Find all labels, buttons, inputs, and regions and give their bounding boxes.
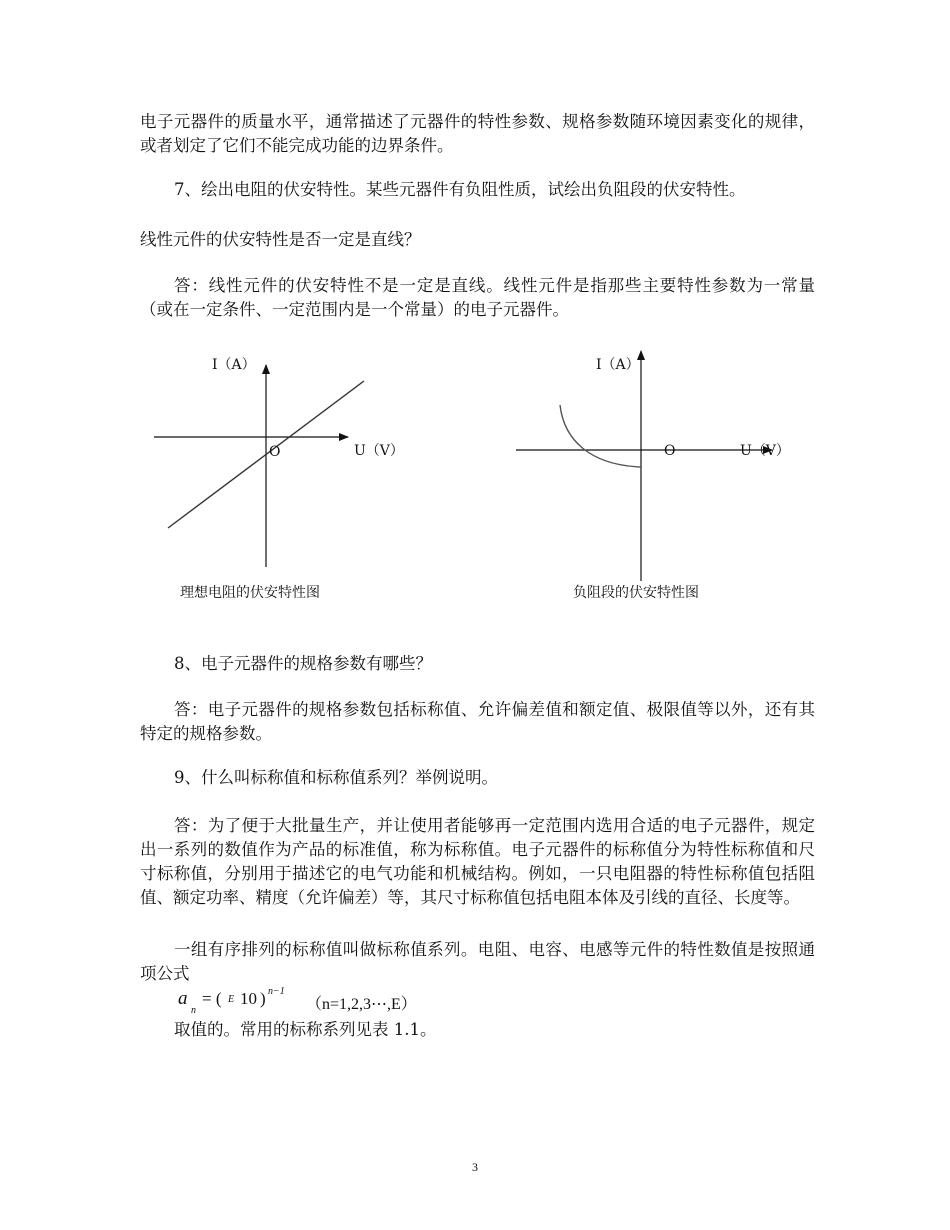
- answer-8: 答：电子元器件的规格参数包括标称值、允许偏差值和额定值、极限值等以外，还有其特定的规格参数。: [140, 700, 815, 743]
- ideal-resistor-vi-chart: [140, 345, 440, 575]
- origin-label: O: [664, 443, 676, 459]
- negative-resistance-caption: 负阻段的伏安特性图: [573, 585, 699, 601]
- formula-exponent: n−1: [268, 986, 285, 997]
- formula-radical-index: E: [228, 994, 235, 1005]
- answer-9: 答：为了便于大批量生产，并让使用者能够再一定范围内选用合适的电子元器件，规定出一系列的数值作为产品的标准值，称为标称值。电子元器件的标称值分为特性标称值和尺寸标称值，分别用于描述它的电气功能和机械结构。例如，一只电阻器的特性标称值包括阻值、额定功率、精度（允许偏差）等，其尺寸标称值包括电阻本体及引线的直径、长度等。: [140, 816, 815, 907]
- formula-close: ): [260, 989, 266, 1008]
- question-9: 9、什么叫标称值和标称值系列？举例说明。: [174, 768, 498, 787]
- x-axis-label: U（V）: [354, 443, 404, 459]
- formula-equals: = (: [202, 989, 222, 1008]
- page-number: 3: [472, 1160, 478, 1174]
- paragraph-intro: 电子元器件的质量水平，通常描述了元器件的特性参数、规格参数随环境因素变化的规律，或者划定了它们不能完成功能的边界条件。: [140, 112, 815, 155]
- negative-resistance-curve: [560, 405, 641, 467]
- answer-9-closing: 取值的。常用的标称系列见表 1.1。: [174, 1020, 437, 1039]
- question-8: 8、电子元器件的规格参数有哪些？: [174, 654, 432, 673]
- question-7: 7、绘出电阻的伏安特性。某些元器件有负阻性质，试绘出负阻段的伏安特性。: [174, 180, 746, 199]
- negative-resistance-vi-chart: [510, 345, 810, 585]
- y-axis-label: I（A）: [596, 357, 640, 373]
- answer-9-series: 一组有序排列的标称值叫做标称值系列。电阻、电容、电感等元件的特性数值是按照通项公式: [140, 940, 815, 983]
- formula-a: a: [178, 988, 188, 1009]
- formula-base: 10: [240, 989, 257, 1008]
- ideal-resistor-caption: 理想电阻的伏安特性图: [180, 585, 320, 601]
- x-axis-label: U（V）: [740, 443, 790, 459]
- y-axis-label: I（A）: [212, 357, 256, 373]
- nominal-value-formula: [178, 988, 598, 1018]
- question-7-linear: 线性元件的伏安特性是否一定是直线？: [140, 230, 421, 249]
- formula-subscript-n: n: [191, 1005, 196, 1016]
- origin-label: O: [269, 444, 281, 460]
- answer-7: 答：线性元件的伏安特性不是一定是直线。线性元件是指那些主要特性参数为一常量（或在一定条件、一定范围内是一个常量）的电子元器件。: [140, 276, 815, 319]
- formula-range: （n=1,2,3⋯,E）: [306, 996, 417, 1013]
